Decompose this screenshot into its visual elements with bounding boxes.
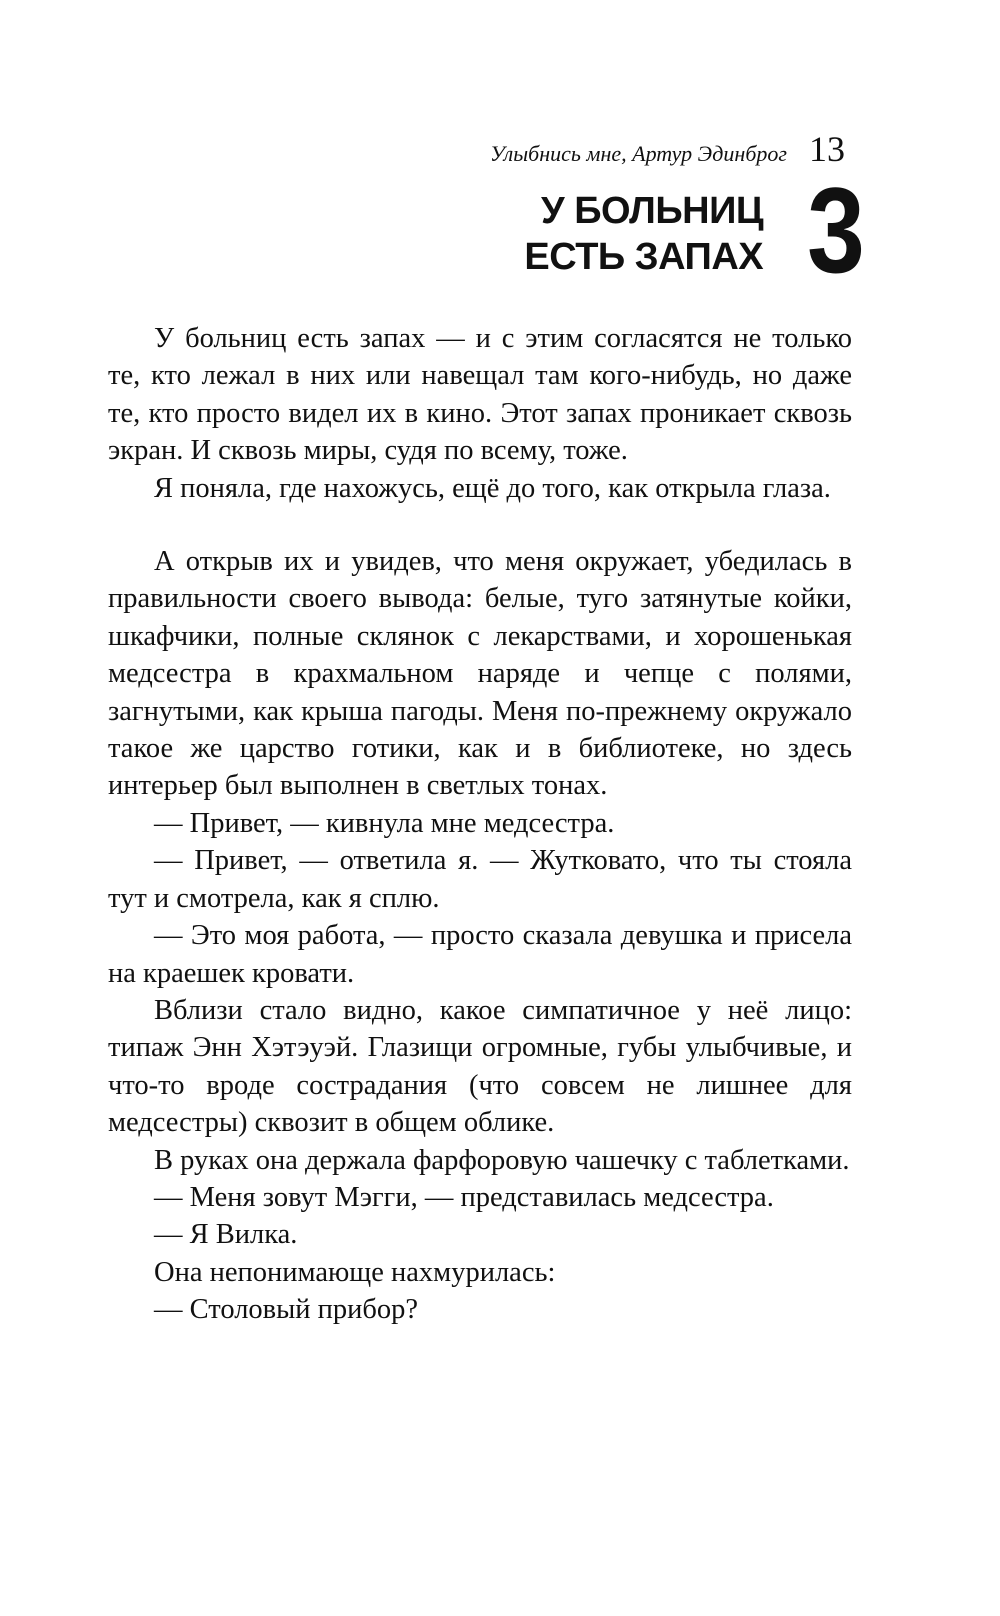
body-text (108, 320, 852, 1329)
paragraph: Я поняла, где нахожусь, ещё до того, как открыла глаза. (154, 472, 831, 504)
paragraph: У больниц есть запах — и с этим согласятся не только те, кто лежал в них или навещал там кого-нибудь, но даже те, кто просто видел их в кино. Этот запах проникает сквозь экран. И сквозь миры, судя по всему, тоже. (108, 323, 852, 467)
paragraph: В руках она держала фарфоровую чашечку с таблетками. (154, 1144, 850, 1176)
paragraph: Она непонимающе нахмурилась: (154, 1256, 556, 1288)
paragraph: — Столовый прибор? (154, 1294, 419, 1326)
paragraph: — Это моя работа, — просто сказала девушка и присела на краешек кровати. (108, 920, 852, 989)
paragraph: — Привет, — ответила я. — Жутковато, что ты стояла тут и смотрела, как я сплю. (108, 845, 852, 914)
running-header (490, 128, 845, 170)
paragraph: А открыв их и увидев, что меня окружает, убедилась в правильности своего вывода: белые, туго затянутые койки, шкафчики, полные склянок с лекарствами, и хорошенькая медсестра в крахмальном наряде и чепце с полями, загнутыми, как крыша пагоды. Меня по-прежнему окружало такое же царство готики, как и в библиотеке, но здесь интерьер был выполнен в светлых тонах. (108, 546, 852, 802)
paragraph: — Я Вилка. (154, 1219, 298, 1251)
section-break (108, 507, 852, 543)
paragraph: — Привет, — кивнула мне медсестра. (154, 807, 615, 839)
chapter-title-line: ЕСТЬ ЗАПАХ (524, 236, 764, 278)
paragraph: — Меня зовут Мэгги, — представилась медсестра. (154, 1181, 774, 1213)
chapter-heading (524, 162, 865, 298)
chapter-title-line: У БОЛЬНИЦ (541, 190, 764, 232)
running-title: Улыбнись мне, Артур Эдинброг (489, 141, 787, 166)
page-number: 13 (809, 129, 845, 169)
paragraph: Вблизи стало видно, какое симпатичное у неё лицо: типаж Энн Хэтэуэй. Глазищи огромные, губы улыбчивые, и что-то вроде сострадания (что совсем не лишнее для медсестры) сквозит в общем облике. (108, 994, 852, 1139)
chapter-number: 3 (807, 162, 865, 298)
chapter-title (524, 188, 763, 280)
